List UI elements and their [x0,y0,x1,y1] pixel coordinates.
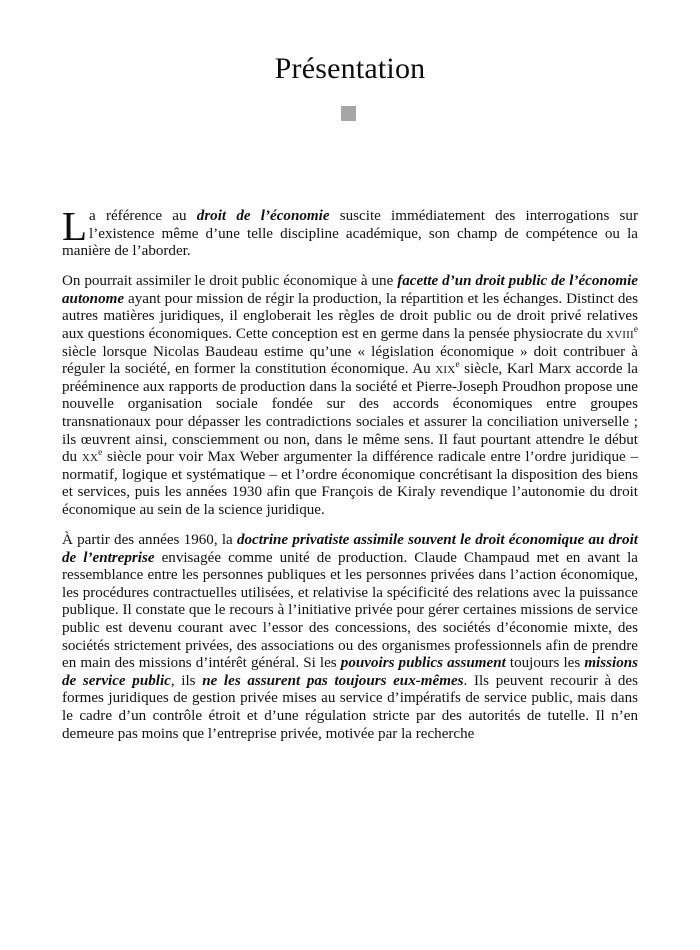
paragraph-2 [62,273,638,519]
paragraph-3 [62,532,638,743]
ordinal-superscript: e [633,325,638,336]
small-caps-numeral: xviii [605,326,634,343]
body-text-run: siècle lorsque Nicolas Baudeau estime qu’une « législation économique » doit contribuer à réguler la société, en former la constitution économique. Au [62,343,638,378]
emphasis-text: facette d’un droit public de l’économie autonome [62,273,639,307]
body-text-run: . Ils peuvent recourir à des formes juridiques de gestion privée mises au service d’impératifs de service public, mais dans le cadre d’un contrôle étroit et d’une régulation stricte par des autorités de tutelle. Il n’en demeure pas moins que l’entreprise privée, motivée par la recherche [62,672,638,742]
paragraph-3-text [62,532,638,742]
emphasis-text: doctrine privatiste assimile souvent le droit économique au droit de l’entreprise [62,532,638,566]
emphasis-text: pouvoirs publics assument [340,655,506,672]
body-text-run: On pourrait assimiler le droit public économique à une [62,273,398,290]
square-ornament-icon [341,106,356,121]
page-title: Présentation [274,52,426,85]
body-text-run: siècle pour voir Max Weber argumenter la différence radicale entre l’ordre juridique – normatif, logique et systématique – et l’ordre économique concrétisant la disposition des biens et services, puis les années 1930 afin que François de Kiraly revendique l’autonomie du droit économique au sein de la science juridique. [62,449,638,518]
body-text-run: ayant pour mission de régir la production, la répartition et les échanges. Distinct des autres matières juridiques, il engloberait les règles de droit public ou de droit privé relatives aux questions économiques. Cette conception est en germe dans la pensée physiocrate du [62,290,638,343]
ordinal-superscript: e [455,360,460,371]
paragraph-1-text [62,203,638,260]
emphasis-text: droit de l’économie [196,208,330,224]
body-text-run: envisagée comme unité de production. Claude Champaud met en avant la ressemblance entre les personnes publiques et les personnes privées dans l’action économique, les procédures contractuelles utilisées, et relativise la spécificité des relations avec la puissance publique. Il constate que le recours à l’initiative privée pour gérer certaines missions de service public est devenu courant avec l’essor des concessions, des sociétés d’économie mixte, des sociétés strictement privées, des associations ou des organismes professionnels afin de prendre en main des missions d’intérêt général. Si les [62,549,638,672]
emphasis-text: missions de service public [62,655,639,689]
body-text-run: , ils [170,672,203,689]
drop-cap-letter: L [62,203,88,249]
body-text-run: suscite immédiatement des interrogations sur l’existence même d’une telle discipline académique, son champ de compétence ou la manière de l’aborder. [62,208,638,260]
body-text-block [62,203,639,743]
body-text-run: siècle, Karl Marx accorde la prééminence aux rapports de production dans la société et Pierre-Joseph Proudhon propose une nouvelle organisation sociale fondée sur des accords économiques entre groupes transnationaux pour dépasser les contradictions sociales et assurer la conciliation universelle ; ils œuvrent ainsi, consciemment ou non, dans le même sens. Il faut pourtant attendre le début du [62,361,639,466]
small-caps-numeral: xix [435,361,456,378]
ordinal-superscript: e [98,448,103,459]
small-caps-numeral: xx [81,449,99,466]
body-text-run: toujours les [505,655,585,672]
emphasis-text: ne les assurent pas toujours eux-mêmes [202,672,464,689]
body-text-run: a référence au [89,208,197,224]
paragraph-2-text [62,273,638,518]
paragraph-1 [62,203,638,261]
body-text-run: À partir des années 1960, la [62,532,237,549]
